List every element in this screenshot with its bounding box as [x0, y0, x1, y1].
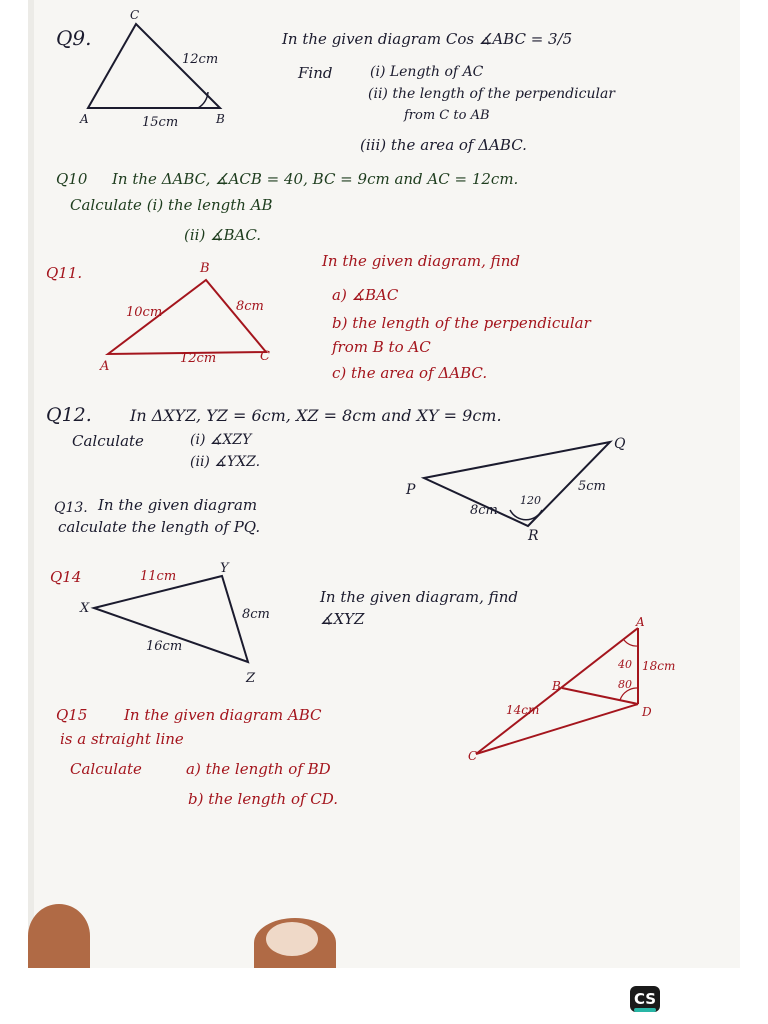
q11-part-b: b) the length of the perpendicular — [332, 314, 591, 332]
angle-label-a: 40 — [618, 658, 632, 671]
vertex-label-p: P — [406, 482, 416, 498]
q11-triangle-diagram — [96, 256, 306, 376]
vertex-label-b: B — [200, 261, 210, 276]
q15-line-1: In the given diagram ABC — [124, 706, 322, 724]
q14-part: ∡XYZ — [320, 610, 365, 628]
question-number: Q11. — [46, 264, 83, 282]
side-label-pr: 8cm — [470, 503, 498, 518]
side-label-ad: 18cm — [642, 659, 676, 673]
q11-part-b-continued: from B to AC — [332, 338, 431, 356]
q15-calculate: Calculate — [70, 760, 142, 778]
q15-part-a: a) the length of BD — [186, 760, 331, 778]
q11-intro: In the given diagram, find — [322, 252, 520, 270]
side-label-bc: 12cm — [182, 52, 219, 67]
question-number: Q14 — [50, 568, 82, 586]
side-label-ac: 12cm — [180, 351, 217, 366]
question-number: Q12. — [46, 404, 92, 426]
q15-part-b: b) the length of CD. — [188, 790, 339, 808]
vertex-label-r: R — [528, 528, 539, 544]
vertex-label-y: Y — [220, 561, 229, 576]
q15-line-2: is a straight line — [60, 730, 184, 748]
q9-find: Find — [298, 64, 333, 82]
vertex-label-a: A — [100, 359, 110, 374]
vertex-label-b: B — [216, 112, 225, 126]
side-label-ab: 10cm — [126, 305, 163, 320]
side-label-ab: 15cm — [142, 115, 179, 130]
angle-label-bda: 80 — [618, 678, 632, 691]
q9-part-2: (ii) the length of the perpendicular — [368, 86, 615, 102]
q9-part-3: (iii) the area of ΔABC. — [360, 136, 527, 154]
vertex-label-b: B — [552, 679, 561, 693]
q13-line-1: In the given diagram — [98, 496, 258, 514]
side-label-yz: 8cm — [242, 607, 270, 622]
vertex-label-q: Q — [614, 436, 626, 452]
side-label-bc: 8cm — [236, 299, 264, 314]
question-number: Q13. — [54, 500, 88, 516]
q12-calculate: Calculate — [72, 432, 144, 450]
side-label-qr: 5cm — [578, 479, 606, 494]
side-label-xy: 11cm — [140, 569, 177, 584]
q9-part-1: (i) Length of AC — [370, 64, 484, 80]
q14-triangle-diagram — [78, 560, 288, 690]
angle-label-r: 120 — [520, 494, 541, 507]
right-fingernail — [266, 922, 318, 956]
vertex-label-d: D — [642, 705, 652, 719]
side-label-xz: 16cm — [146, 639, 183, 654]
question-number: Q10 — [56, 170, 88, 188]
q12-part-2: (ii) ∡YXZ. — [190, 454, 261, 470]
camscanner-logo-stripe — [634, 1008, 656, 1012]
angle-arc-a — [624, 640, 638, 646]
line-cd — [476, 704, 638, 754]
vertex-label-x: X — [80, 601, 90, 616]
left-fingertip — [28, 904, 90, 968]
q14-intro: In the given diagram, find — [320, 588, 518, 606]
q9-part-2-continued: from C to AB — [404, 108, 490, 123]
q9-triangle-diagram — [78, 8, 246, 132]
q15-triangle-diagram — [466, 616, 696, 766]
q9-intro: In the given diagram Cos ∡ABC = 3/5 — [282, 30, 573, 48]
q12-line-1: In ΔXYZ, YZ = 6cm, XZ = 8cm and XY = 9cm. — [130, 406, 502, 425]
q13-triangle-diagram — [400, 428, 640, 548]
q10-line-2: Calculate (i) the length AB — [70, 196, 273, 214]
paper-edge — [28, 0, 34, 968]
q11-part-a: a) ∡BAC — [332, 286, 399, 304]
q13-line-2: calculate the length of PQ. — [58, 518, 261, 536]
angle-arc — [510, 510, 542, 520]
question-number: Q15 — [56, 706, 88, 724]
q11-part-c: c) the area of ΔABC. — [332, 364, 488, 382]
vertex-label-a: A — [636, 615, 645, 629]
side-label-bc: 14cm — [506, 703, 540, 717]
camscanner-logo: CS — [630, 986, 660, 1012]
vertex-label-a: A — [80, 112, 89, 126]
vertex-label-c: C — [260, 349, 270, 364]
question-number: Q9. — [56, 26, 92, 50]
vertex-label-z: Z — [246, 671, 256, 686]
vertex-label-c: C — [468, 749, 478, 763]
q10-line-3: (ii) ∡BAC. — [184, 226, 262, 244]
q12-part-1: (i) ∡XZY — [190, 432, 252, 448]
q10-line-1: In the ΔABC, ∡ACB = 40, BC = 9cm and AC = 12cm. — [112, 170, 519, 188]
vertex-label-c: C — [130, 8, 140, 22]
